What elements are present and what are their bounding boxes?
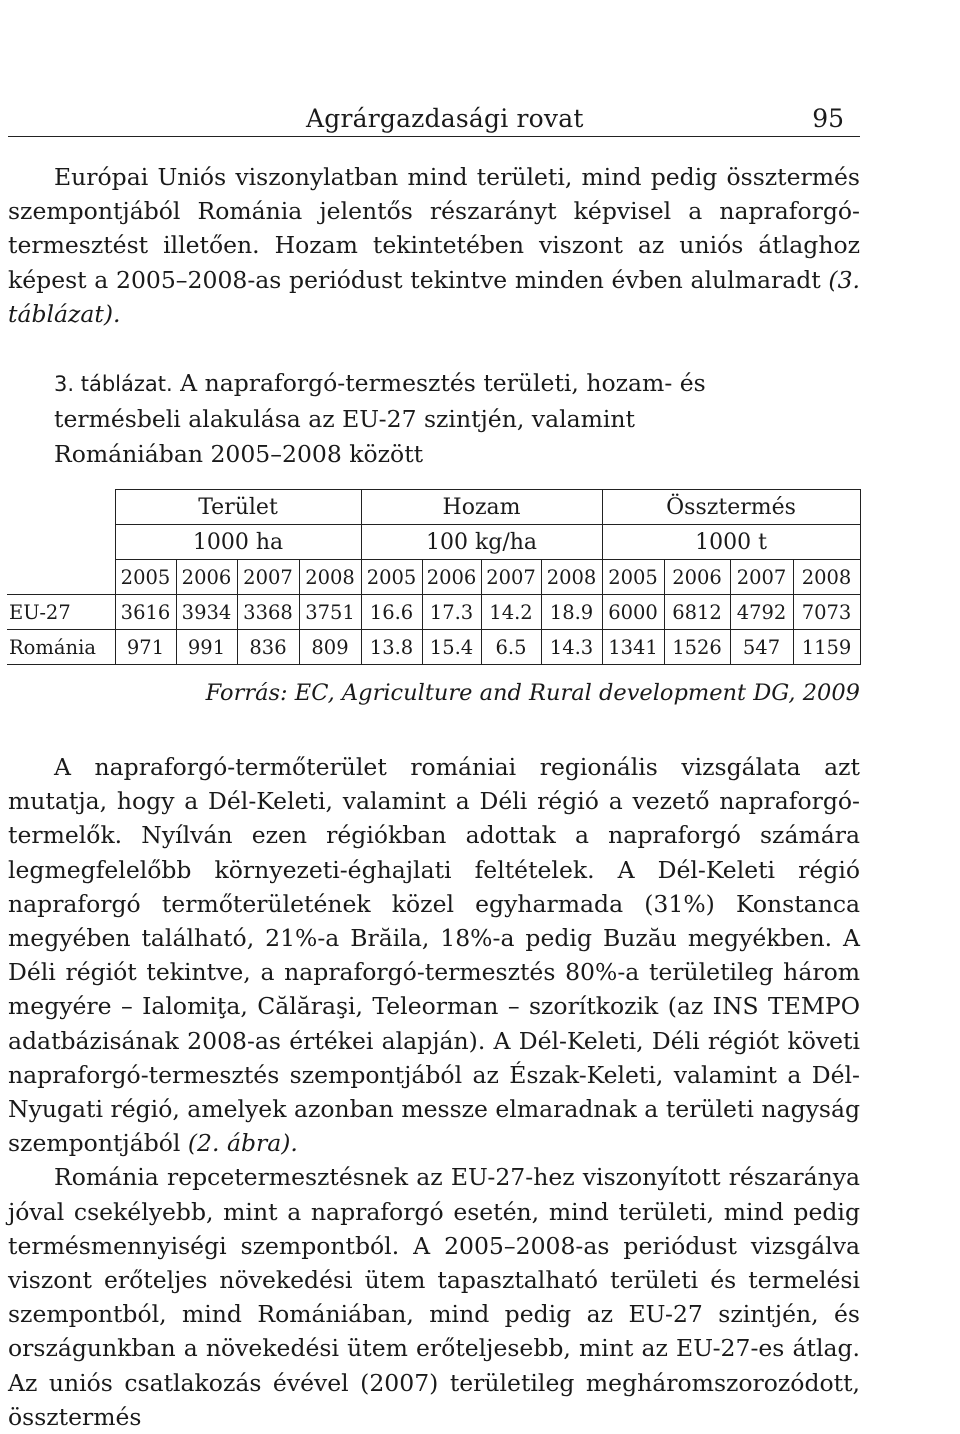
- table-cell: 14.2: [481, 595, 541, 630]
- table-unit-row: [7, 525, 860, 560]
- group-header: Terület: [115, 490, 361, 525]
- group-header: Össztermés: [602, 490, 860, 525]
- table-cell: 13.8: [361, 630, 422, 665]
- year-header: 2006: [176, 560, 237, 595]
- table-label: 3. táblázat.: [54, 372, 173, 396]
- corner-cell: [7, 525, 115, 560]
- table-cell: 6812: [664, 595, 730, 630]
- table-reference: (3. táblázat).: [8, 265, 860, 328]
- table-cell: 1159: [793, 630, 860, 665]
- table-cell: 6000: [602, 595, 664, 630]
- table-cell: 14.3: [541, 630, 602, 665]
- page-number: 95: [812, 104, 844, 133]
- running-title: Agrárgazdasági rovat: [306, 104, 584, 133]
- table-cell: 15.4: [422, 630, 481, 665]
- table-caption: [54, 366, 754, 472]
- year-header: 2005: [115, 560, 176, 595]
- table-cell: 3368: [237, 595, 299, 630]
- year-header: 2008: [299, 560, 361, 595]
- year-header: 2006: [422, 560, 481, 595]
- table-cell: 809: [299, 630, 361, 665]
- corner-cell: [7, 560, 115, 595]
- unit-header: 100 kg/ha: [361, 525, 602, 560]
- year-header: 2008: [793, 560, 860, 595]
- year-header: 2008: [541, 560, 602, 595]
- table-cell: 547: [730, 630, 793, 665]
- table-cell: 971: [115, 630, 176, 665]
- group-header: Hozam: [361, 490, 602, 525]
- year-header: 2007: [481, 560, 541, 595]
- table-source: Forrás: EC, Agriculture and Rural development DG, 2009: [205, 680, 860, 706]
- table-cell: 6.5: [481, 630, 541, 665]
- page-header: [8, 98, 860, 137]
- table-group-row: [7, 490, 860, 525]
- table-row: [7, 595, 860, 630]
- unit-header: 1000 ha: [115, 525, 361, 560]
- table-cell: 17.3: [422, 595, 481, 630]
- region-text: A napraforgó-termőterület romániai regionális vizsgálata azt mutatja, hogy a Dél-Keleti, valamint a Déli régió a vezető napraforgó-termelők. Nyílván ezen régiókban adottak a napraforgó számára legmegfelelőbb környezeti-éghajlati feltételek. A Dél-Keleti régió napraforgó termőterületének közel egyharmada (31%) Konstanca megyében található, 21%-a Brăila, 18%-a pedig Buzău megyékben. A Déli régiót tekintve, a napraforgó-termesztés 80%-a területileg három megyére – Ialomiţa, Călăraşi, Teleorman – szorítkozik (az INS TEMPO adatbázisának 2008-as értékei alapján). A Dél-Keleti, Déli régiót követi napraforgó-termesztés szempontjából az Észak-Keleti, valamint a Dél-Nyugati régió, amelyek azonban messze elmaradnak a területi nagyság szempontjából: [8, 753, 860, 1158]
- table-cell: 1526: [664, 630, 730, 665]
- table-cell: 4792: [730, 595, 793, 630]
- table-cell: 3616: [115, 595, 176, 630]
- sunflower-table: [7, 489, 861, 665]
- year-header: 2007: [237, 560, 299, 595]
- corner-cell: [7, 490, 115, 525]
- table-year-row: [7, 560, 860, 595]
- table-cell: 1341: [602, 630, 664, 665]
- table-cell: 836: [237, 630, 299, 665]
- row-label: Románia: [7, 630, 115, 665]
- table-row: [7, 630, 860, 665]
- body-paragraphs: [8, 750, 860, 1434]
- table-cell: 18.9: [541, 595, 602, 630]
- table-cell: 7073: [793, 595, 860, 630]
- intro-text: Európai Uniós viszonylatban mind területi, mind pedig össztermés szempontjából Románia jelentős részarányt képvisel a napraforgó-termesztést illetően. Hozam tekintetében viszont az uniós átlaghoz képest a 2005–2008-as periódust tekintve minden évben alulmaradt: [8, 163, 860, 294]
- year-header: 2005: [602, 560, 664, 595]
- year-header: 2006: [664, 560, 730, 595]
- rapeseed-text: Románia repcetermesztésnek az EU-27-hez viszonyított részaránya jóval csekélyebb, mint a napraforgó esetén, mind területi, mind pedig termésmennyiségi szempontból. A 2005–2008-as periódust vizsgálva viszont erőteljes növekedési ütem tapasztalható területi és termelési szempontból, mind Romániában, mind pedig az EU-27 szintjén, és országunkban a növekedési ütem erőteljesebb, mint az EU-27-es átlag. Az uniós csatlakozás évével (2007) területileg megháromszorozódott, össztermés: [8, 1163, 860, 1431]
- table-cell: 3751: [299, 595, 361, 630]
- unit-header: 1000 t: [602, 525, 860, 560]
- table-cell: 16.6: [361, 595, 422, 630]
- year-header: 2005: [361, 560, 422, 595]
- year-header: 2007: [730, 560, 793, 595]
- table-cell: 991: [176, 630, 237, 665]
- intro-paragraph: [8, 160, 860, 331]
- table-cell: 3934: [176, 595, 237, 630]
- table-caption-text: A napraforgó-termesztés területi, hozam- és termésbeli alakulása az EU-27 szintjén, valamint Romániában 2005–2008 között: [54, 369, 706, 468]
- row-label: EU-27: [7, 595, 115, 630]
- figure-reference: (2. ábra).: [187, 1129, 298, 1158]
